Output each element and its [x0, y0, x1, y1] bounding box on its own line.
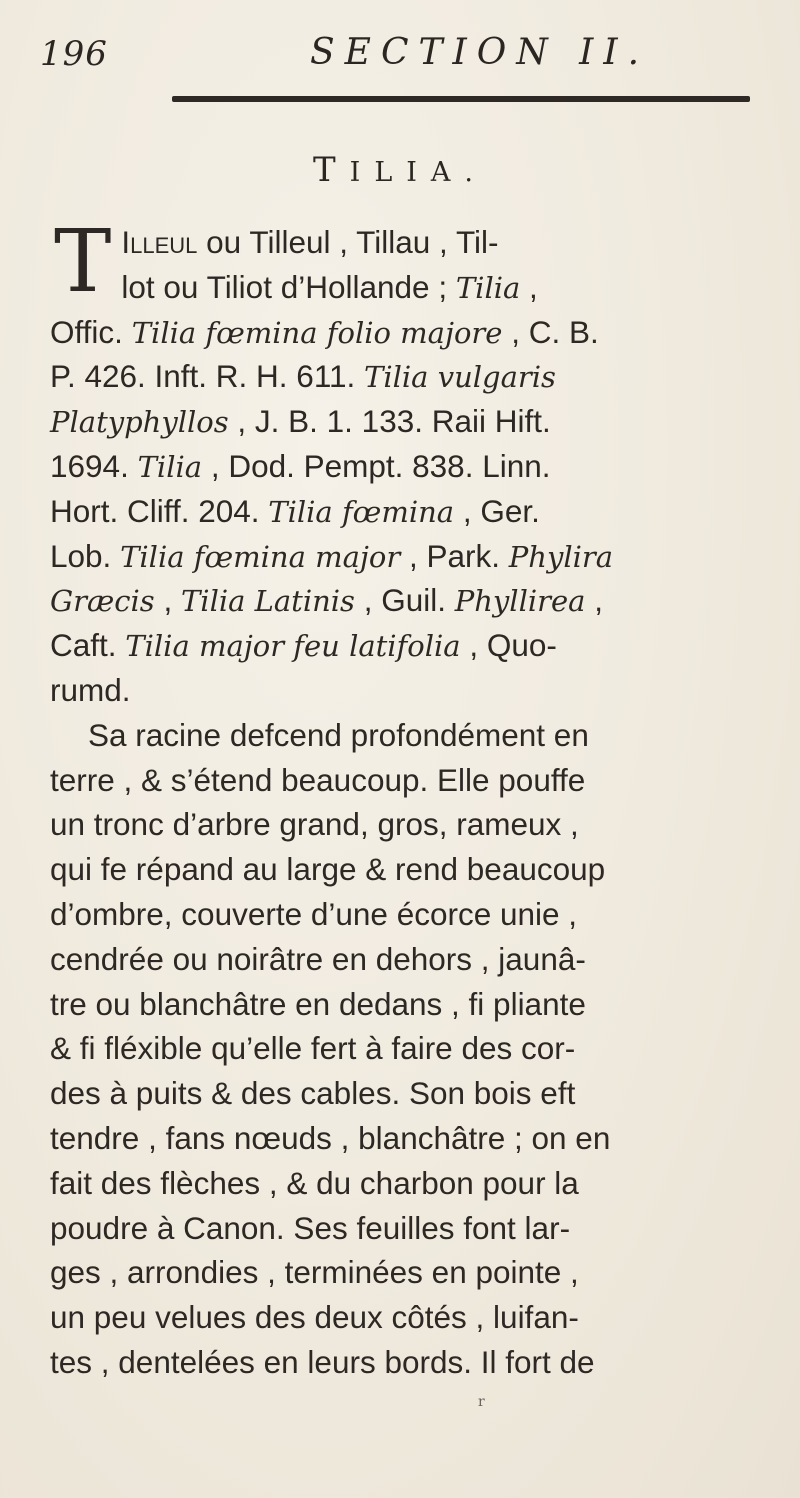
text-line [50, 847, 765, 892]
header-rule [172, 96, 750, 102]
text-run: , Park. [400, 537, 509, 574]
text-line [50, 489, 765, 534]
text-run: rumd. [50, 671, 131, 708]
italic-term: Tilia fœmina [268, 494, 455, 529]
text-line [50, 802, 765, 847]
text-run: un peu velues des deux côtés , luifan- [50, 1299, 579, 1336]
section-heading: SECTION II. [310, 32, 650, 73]
text-run: P. 426. Inft. R. H. 611. [50, 358, 365, 395]
text-run: , Quo- [460, 627, 557, 664]
text-run: Lob. [50, 537, 121, 574]
italic-term: Tilia [137, 449, 203, 484]
text-run: , Guil. [354, 582, 455, 619]
entry-text [50, 212, 765, 1385]
text-line [50, 937, 765, 982]
text-run: qui fe répand au large & rend beaucoup [50, 851, 606, 888]
italic-term: Tilia major feu latifolia [125, 629, 461, 664]
genus-title-rest: ILIA. [349, 157, 488, 188]
text-run: Hort. Cliff. 204. [50, 492, 269, 529]
text-line [50, 892, 765, 937]
italic-term: Platyphyllos [50, 405, 229, 440]
italic-term: Græcis [50, 584, 155, 619]
italic-term: Tilia fœmina folio majore [131, 315, 503, 350]
text-line [50, 713, 765, 758]
stray-mark: r [478, 1394, 485, 1410]
page-number: 196 [40, 34, 108, 74]
text-line [50, 220, 765, 265]
text-line [50, 1250, 765, 1295]
text-run: poudre à Canon. Ses feuilles font lar- [50, 1209, 571, 1246]
text-run: , [520, 268, 538, 305]
running-head [40, 28, 760, 78]
genus-title-initial: T [312, 150, 350, 190]
text-run: , [585, 582, 603, 619]
text-line [50, 1116, 765, 1161]
italic-term: Phylira [508, 539, 614, 574]
text-run: , C. B. [502, 313, 599, 350]
text-line [50, 1206, 765, 1251]
small-caps-word: Illeul [121, 224, 198, 260]
text-line [50, 1071, 765, 1116]
text-run: 1694. [50, 447, 138, 484]
text-run: des à puits & des cables. Son bois eft [50, 1075, 576, 1112]
text-run: Sa racine defcend profondément en [88, 716, 589, 753]
text-run: ges , arrondies , terminées en pointe , [50, 1254, 579, 1291]
text-run: Caft. [50, 627, 126, 664]
text-line [50, 758, 765, 803]
text-run: ou Tilleul , Tillau , Til- [197, 224, 499, 260]
text-line [50, 1161, 765, 1206]
italic-term: Phyllirea [454, 584, 586, 619]
text-line [50, 578, 765, 623]
text-run: , Dod. Pempt. 838. Linn. [202, 447, 551, 484]
text-line [50, 265, 765, 310]
text-run: terre , & s’étend beaucoup. Elle pouffe [50, 761, 586, 798]
text-run: & fi fléxible qu’elle fert à faire des cor- [50, 1030, 576, 1067]
italic-term: Tilia fœmina major [120, 539, 401, 574]
text-run: tre ou blanchâtre en dedans , fi pliante [50, 985, 586, 1022]
text-line [50, 1340, 765, 1385]
text-run: un tronc d’arbre grand, gros, rameux , [50, 806, 579, 843]
text-line [50, 668, 765, 713]
italic-term: Tilia [455, 270, 521, 305]
text-line [50, 623, 765, 668]
text-run: , J. B. 1. 133. Raii Hift. [228, 403, 551, 440]
text-run: , Ger. [454, 492, 540, 529]
text-run: d’ombre, couverte d’une écorce unie , [50, 895, 578, 932]
text-line [50, 399, 765, 444]
text-run: lot ou Tiliot d’Hollande ; [121, 268, 456, 305]
text-run: fait des flèches , & du charbon pour la [50, 1164, 579, 1201]
text-line [50, 1026, 765, 1071]
text-line [50, 1295, 765, 1340]
text-line [50, 354, 765, 399]
text-run: tes , dentelées en leurs bords. Il fort de [50, 1343, 595, 1380]
italic-term: Tilia Latinis [180, 584, 355, 619]
text-line [50, 310, 765, 355]
text-run: tendre , fans nœuds , blanchâtre ; on en [50, 1119, 611, 1156]
text-run: cendrée ou noirâtre en dehors , jaunâ- [50, 940, 586, 977]
text-run: , [154, 582, 181, 619]
drop-cap: T [54, 212, 112, 312]
text-line [50, 444, 765, 489]
text-line [50, 534, 765, 579]
italic-term: Tilia vulgaris [364, 360, 556, 395]
text-line [50, 982, 765, 1027]
genus-title [0, 150, 800, 190]
text-run: Offic. [50, 313, 132, 350]
